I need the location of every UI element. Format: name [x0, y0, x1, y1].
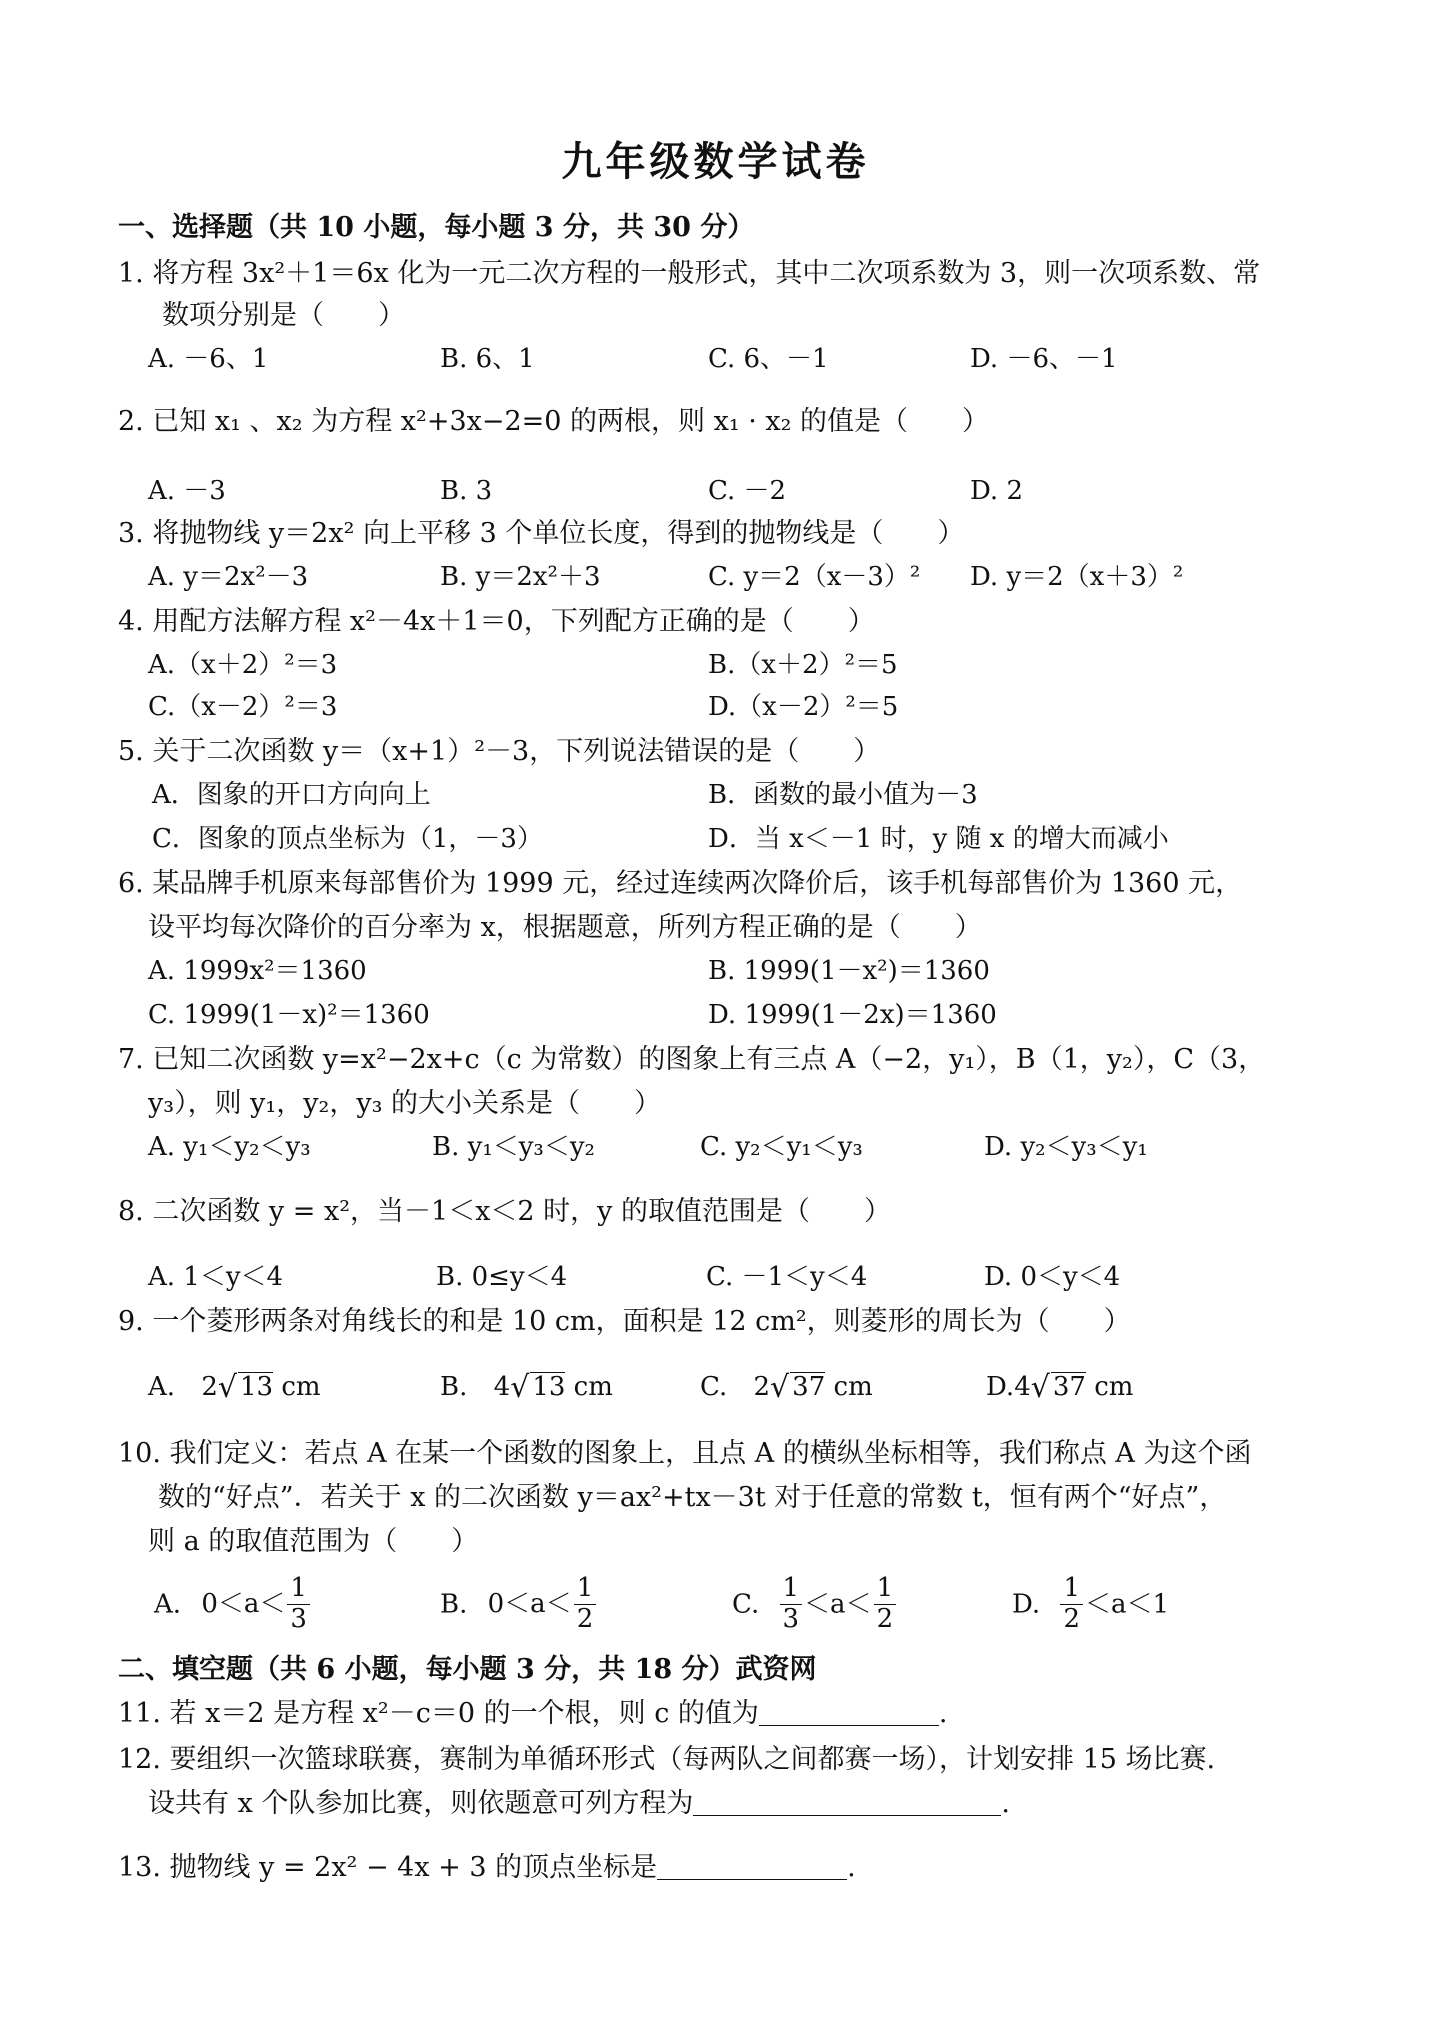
question-6-line-1: 6. 某品牌手机原来每部售价为 1999 元，经过连续两次降价后，该手机每部售价为 1360 元，	[118, 868, 1243, 899]
option-label: A.	[148, 1372, 176, 1402]
question-3-option-a: A. y＝2x²－3	[148, 562, 309, 592]
denominator: 3	[290, 1603, 307, 1634]
question-text: 13. 抛物线 y = 2x² − 4x + 3 的顶点坐标是	[118, 1852, 658, 1883]
question-10-option-d	[1012, 1574, 1169, 1635]
question-9-option-c	[700, 1372, 873, 1403]
radical-sign: √	[1030, 1370, 1050, 1405]
question-2-option-d: D. 2	[970, 476, 1023, 506]
radicand: 37	[1052, 1372, 1086, 1402]
unit: cm	[833, 1372, 873, 1402]
fraction	[574, 1574, 597, 1635]
question-10-line-1: 10. 我们定义：若点 A 在某一个函数的图象上，且点 A 的横纵坐标相等，我们称点 A 为这个函	[118, 1438, 1252, 1469]
answer-blank[interactable]	[759, 1701, 939, 1726]
question-10-option-c	[732, 1574, 898, 1635]
unit: cm	[573, 1372, 613, 1402]
question-4-option-b: B.（x＋2）²＝5	[708, 650, 898, 680]
inequality-text: 0＜a＜	[201, 1589, 286, 1620]
question-11	[118, 1700, 948, 1727]
option-label: D.	[986, 1372, 1015, 1402]
question-8-option-b: B. 0≤y＜4	[436, 1262, 568, 1292]
coefficient: 4	[1014, 1372, 1031, 1402]
question-7-option-a: A. y₁＜y₂＜y₃	[148, 1132, 311, 1162]
coefficient: 2	[753, 1372, 771, 1402]
option-label: C.	[700, 1372, 728, 1402]
question-4-option-a: A.（x＋2）²＝3	[148, 650, 338, 680]
question-2-option-b: B. 3	[440, 476, 493, 506]
question-4-line-1: 4. 用配方法解方程 x²－4x＋1＝0，下列配方正确的是（ ）	[118, 606, 875, 637]
question-3-line-1: 3. 将抛物线 y＝2x² 向上平移 3 个单位长度，得到的抛物线是（ ）	[118, 518, 965, 549]
numerator: 1	[574, 1574, 597, 1605]
question-8-option-d: D. 0＜y＜4	[984, 1262, 1121, 1292]
question-5-option-c: C．图象的顶点坐标为（1，－3）	[152, 824, 543, 854]
fraction	[1060, 1574, 1083, 1635]
radical-sign: √	[770, 1370, 790, 1405]
question-end: .	[938, 1698, 948, 1729]
fraction	[287, 1574, 310, 1635]
question-8-line-1: 8. 二次函数 y = x²，当－1＜x＜2 时，y 的取值范围是（ ）	[118, 1196, 892, 1227]
coefficient: 4	[493, 1372, 511, 1402]
question-7-option-b: B. y₁＜y₃＜y₂	[432, 1132, 595, 1162]
question-1-line-1: 1. 将方程 3x²＋1＝6x 化为一元二次方程的一般形式，其中二次项系数为 3，则一次项系数、常	[118, 258, 1261, 289]
question-10-line-2: 数的“好点”．若关于 x 的二次函数 y＝ax²+tx－3t 对于任意的常数 t，恒有两个“好点”，	[158, 1482, 1227, 1513]
option-label: C.	[732, 1589, 760, 1620]
fraction	[780, 1574, 803, 1635]
exam-title: 九年级数学试卷	[561, 138, 870, 185]
unit: cm	[1094, 1372, 1134, 1402]
unit: cm	[281, 1372, 321, 1402]
question-6-option-b: B. 1999(1－x²)＝1360	[708, 956, 990, 986]
section-1-heading: 一、选择题（共 10 小题，每小题 3 分，共 30 分）	[118, 212, 755, 243]
denominator: 2	[876, 1603, 894, 1634]
question-1-option-d: D. －6、－1	[970, 344, 1118, 374]
denominator: 3	[782, 1603, 800, 1634]
numerator: 1	[1060, 1574, 1083, 1605]
question-6-line-2: 设平均每次降价的百分率为 x，根据题意，所列方程正确的是（ ）	[148, 912, 982, 943]
radicand: 37	[792, 1372, 826, 1402]
radical-sign: √	[217, 1370, 237, 1405]
question-1-option-c: C. 6、－1	[708, 344, 829, 374]
question-5-line-1: 5. 关于二次函数 y＝（x+1）²－3，下列说法错误的是（ ）	[118, 736, 881, 767]
section-2-heading: 二、填空题（共 6 小题，每小题 3 分，共 18 分）武资网	[118, 1654, 817, 1685]
question-8-option-c: C. －1＜y＜4	[706, 1262, 868, 1292]
question-text: 11. 若 x＝2 是方程 x²－c＝0 的一个根，则 c 的值为	[118, 1698, 759, 1729]
option-label: B.	[440, 1589, 468, 1620]
question-2-option-a: A. －3	[148, 476, 226, 506]
question-3-option-c: C. y＝2（x－3）²	[708, 562, 921, 592]
option-label: B.	[440, 1372, 468, 1402]
question-2-option-c: C. －2	[708, 476, 787, 506]
option-label: D.	[1012, 1589, 1041, 1620]
inequality-text: ＜a＜1	[1085, 1589, 1170, 1620]
option-label: A.	[154, 1589, 182, 1620]
question-1-line-2: 数项分别是（ ）	[162, 300, 405, 331]
question-9-line-1: 9. 一个菱形两条对角线长的和是 10 cm，面积是 12 cm²，则菱形的周长为（ ）	[118, 1306, 1131, 1337]
question-5-option-a: A．图象的开口方向向上	[152, 780, 431, 810]
question-12-line-1: 12. 要组织一次篮球联赛，赛制为单循环形式（每两队之间都赛一场），计划安排 15 场比赛.	[118, 1744, 1216, 1775]
answer-blank[interactable]	[657, 1855, 847, 1880]
question-7-option-c: C. y₂＜y₁＜y₃	[700, 1132, 863, 1162]
denominator: 2	[576, 1603, 594, 1634]
denominator: 2	[1063, 1603, 1080, 1634]
question-9-option-b	[440, 1372, 613, 1403]
question-10-line-3: 则 a 的取值范围为（ ）	[148, 1526, 479, 1557]
coefficient: 2	[201, 1372, 218, 1402]
question-7-line-1: 7. 已知二次函数 y=x²−2x+c（c 为常数）的图象上有三点 A（−2，y₁），B（1，y₂），C（3，	[118, 1044, 1266, 1075]
question-12-line-2	[148, 1790, 1010, 1817]
inequality-text: 0＜a＜	[487, 1589, 572, 1620]
question-13	[118, 1854, 856, 1881]
question-7-option-d: D. y₂＜y₃＜y₁	[984, 1132, 1148, 1162]
answer-blank[interactable]	[693, 1791, 1001, 1816]
numerator: 1	[780, 1574, 803, 1605]
radical-sign: √	[510, 1370, 530, 1405]
question-1-option-a: A. －6、1	[148, 344, 269, 374]
question-5-option-b: B．函数的最小值为－3	[708, 780, 978, 810]
question-9-option-a	[148, 1372, 321, 1403]
question-10-option-b	[440, 1574, 598, 1635]
question-end: .	[847, 1852, 856, 1883]
question-4-option-c: C.（x－2）²＝3	[148, 692, 338, 722]
question-5-option-d: D．当 x＜－1 时，y 随 x 的增大而减小	[708, 824, 1169, 854]
question-3-option-b: B. y＝2x²＋3	[440, 562, 601, 592]
question-10-option-a	[154, 1574, 312, 1635]
radicand: 13	[239, 1372, 274, 1402]
question-text: 设共有 x 个队参加比赛，则依题意可列方程为	[148, 1788, 694, 1819]
fraction	[874, 1574, 897, 1635]
question-3-option-d: D. y＝2（x＋3）²	[970, 562, 1184, 592]
radicand: 13	[532, 1372, 566, 1402]
numerator: 1	[874, 1574, 897, 1605]
question-9-option-d	[986, 1372, 1133, 1403]
question-8-option-a: A. 1＜y＜4	[148, 1262, 284, 1292]
question-2-line-1: 2. 已知 x₁ 、x₂ 为方程 x²+3x−2=0 的两根，则 x₁ · x₂ 的值是（ ）	[118, 406, 990, 437]
question-7-line-2: y₃），则 y₁，y₂，y₃ 的大小关系是（ ）	[148, 1088, 661, 1119]
numerator: 1	[287, 1574, 310, 1605]
question-6-option-c: C. 1999(1－x)²＝1360	[148, 1000, 430, 1030]
question-1-option-b: B. 6、1	[440, 344, 535, 374]
question-end: .	[1001, 1788, 1010, 1819]
question-4-option-d: D.（x－2）²＝5	[708, 692, 899, 722]
question-6-option-d: D. 1999(1－2x)＝1360	[708, 1000, 997, 1030]
inequality-text: ＜a＜	[804, 1589, 872, 1620]
question-6-option-a: A. 1999x²＝1360	[148, 956, 367, 986]
